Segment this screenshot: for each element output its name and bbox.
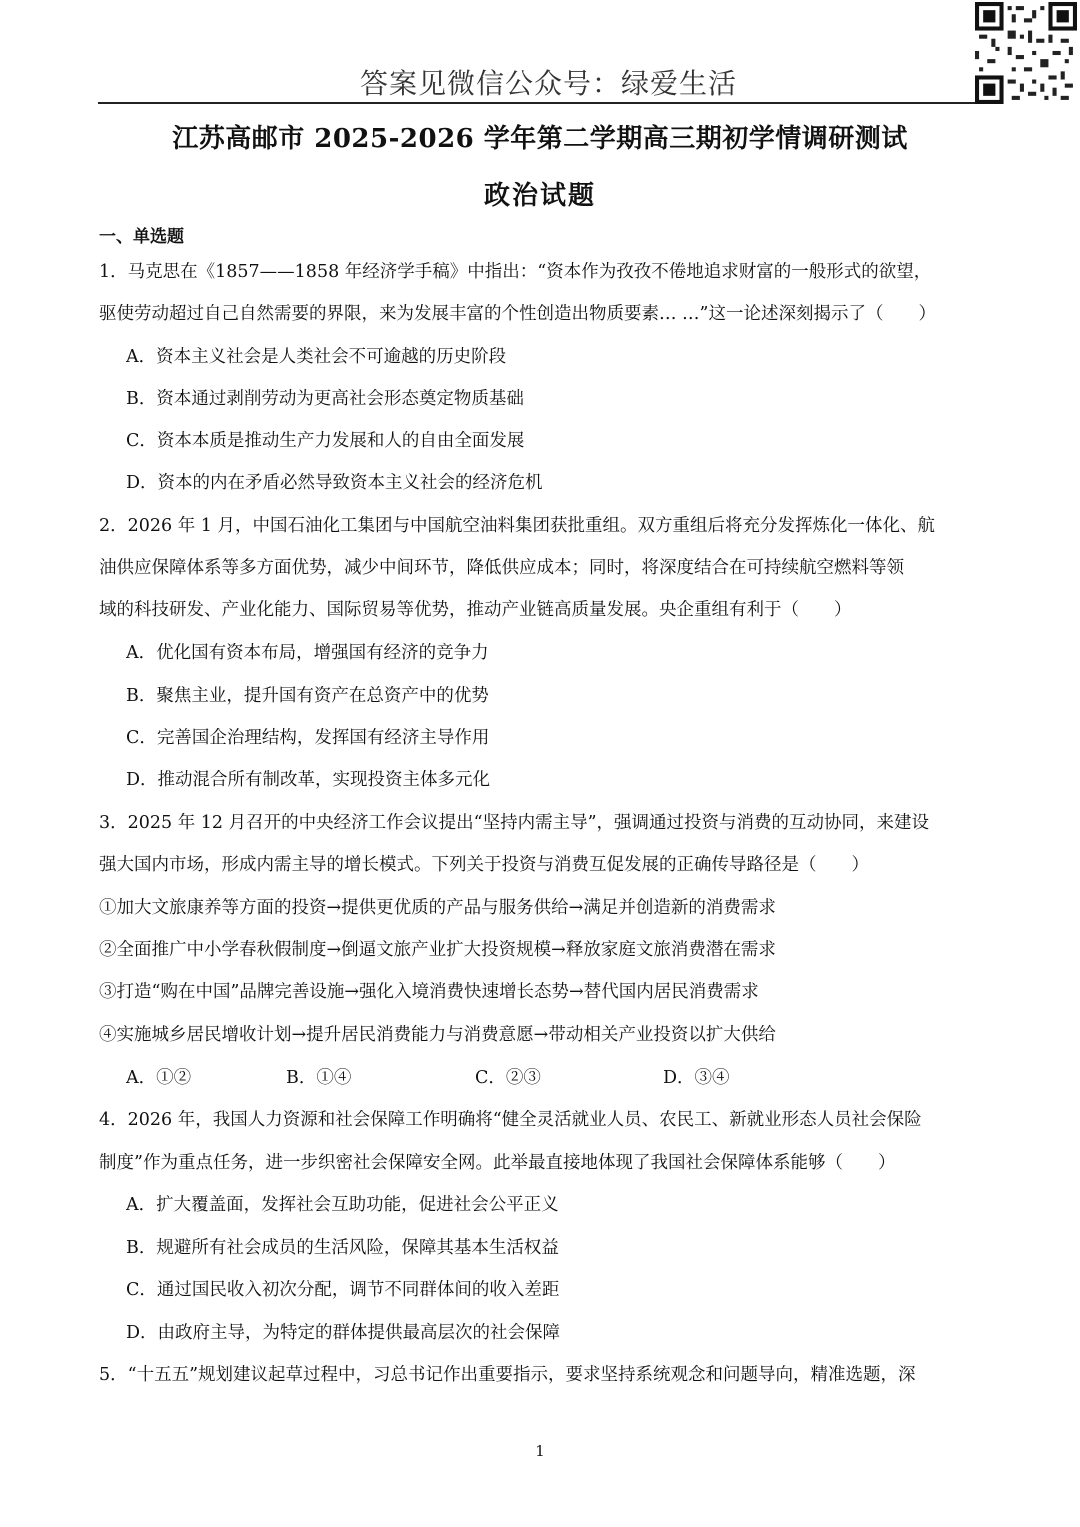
page-number: 1 xyxy=(535,1442,545,1460)
question-2-line-2: 油供应保障体系等多方面优势，减少中间环节，降低供应成本；同时，将深度结合在可持续航空燃料等领 xyxy=(99,558,904,578)
question-3-line-2: 强大国内市场，形成内需主导的增长模式。下列关于投资与消费互促发展的正确传导路径是（ ） xyxy=(99,855,869,875)
header-watermark: 答案见微信公众号：绿爱生活 xyxy=(360,67,738,100)
section-heading: 一、单选题 xyxy=(99,227,184,247)
question-4-line-2: 制度”作为重点任务，进一步织密社会保障安全网。此举最直接地体现了我国社会保障体系能够（ ） xyxy=(99,1153,896,1173)
question-4-line-1: 4．2026 年，我国人力资源和社会保障工作明确将“健全灵活就业人员、农民工、新就业形态人员社会保险 xyxy=(99,1110,922,1130)
question-3-option-d: D．③④ xyxy=(663,1068,730,1088)
question-4-option-b: B．规避所有社会成员的生活风险，保障其基本生活权益 xyxy=(126,1238,559,1258)
exam-title: 江苏高邮市 2025-2026 学年第二学期高三期初学情调研测试 xyxy=(172,124,908,154)
question-1-option-c: C．资本本质是推动生产力发展和人的自由全面发展 xyxy=(126,431,525,451)
qr-code-icon xyxy=(975,2,1077,104)
question-3-statement-1: ①加大文旅康养等方面的投资→提供更优质的产品与服务供给→满足并创造新的消费需求 xyxy=(99,898,776,918)
question-2-option-c: C．完善国企治理结构，发挥国有经济主导作用 xyxy=(126,728,490,748)
question-3-statement-4: ④实施城乡居民增收计划→提升居民消费能力与消费意愿→带动相关产业投资以扩大供给 xyxy=(99,1025,776,1045)
question-4-option-c: C．通过国民收入初次分配，调节不同群体间的收入差距 xyxy=(126,1280,560,1300)
question-4-option-d: D．由政府主导，为特定的群体提供最高层次的社会保障 xyxy=(126,1323,561,1343)
question-4-option-a: A．扩大覆盖面，发挥社会互助功能，促进社会公平正义 xyxy=(126,1195,559,1215)
question-1-option-b: B．资本通过剥削劳动为更高社会形态奠定物质基础 xyxy=(126,389,524,409)
question-2-line-3: 域的科技研发、产业化能力、国际贸易等优势，推动产业链高质量发展。央企重组有利于（ ） xyxy=(99,600,852,620)
header-divider xyxy=(98,102,978,104)
question-2-option-a: A．优化国有资本布局，增强国有经济的竞争力 xyxy=(126,643,489,663)
question-5-line-1: 5．“十五五”规划建议起草过程中，习总书记作出重要指示，要求坚持系统观念和问题导向，精准选题，深 xyxy=(99,1365,916,1385)
question-3-option-c: C．②③ xyxy=(475,1068,541,1088)
question-3-option-b: B．①④ xyxy=(286,1068,352,1088)
question-3-statement-2: ②全面推广中小学春秋假制度→倒逼文旅产业扩大投资规模→释放家庭文旅消费潜在需求 xyxy=(99,940,776,960)
question-1-line-2: 驱使劳动超过自己自然需要的界限，来为发展丰富的个性创造出物质要素… …”这一论述深刻揭示了（ ） xyxy=(99,304,937,324)
question-3-line-1: 3．2025 年 12 月召开的中央经济工作会议提出“坚持内需主导”，强调通过投资与消费的互动协同，来建设 xyxy=(99,813,930,833)
question-2-line-1: 2．2026 年 1 月，中国石油化工集团与中国航空油料集团获批重组。双方重组后将充分发挥炼化一体化、航 xyxy=(99,516,935,536)
exam-subject-title: 政治试题 xyxy=(483,181,596,211)
question-3-option-a: A．①② xyxy=(126,1068,192,1088)
question-2-option-d: D．推动混合所有制改革，实现投资主体多元化 xyxy=(126,770,491,790)
question-1-option-d: D．资本的内在矛盾必然导致资本主义社会的经济危机 xyxy=(126,473,543,493)
question-3-statement-3: ③打造“购在中国”品牌完善设施→强化入境消费快速增长态势→替代国内居民消费需求 xyxy=(99,982,759,1002)
question-2-option-b: B．聚焦主业，提升国有资产在总资产中的优势 xyxy=(126,686,489,706)
question-1-option-a: A．资本主义社会是人类社会不可逾越的历史阶段 xyxy=(126,347,507,367)
question-1-line-1: 1．马克思在《1857——1858 年经济学手稿》中指出：“资本作为孜孜不倦地追求财富的一般形式的欲望， xyxy=(99,262,932,282)
